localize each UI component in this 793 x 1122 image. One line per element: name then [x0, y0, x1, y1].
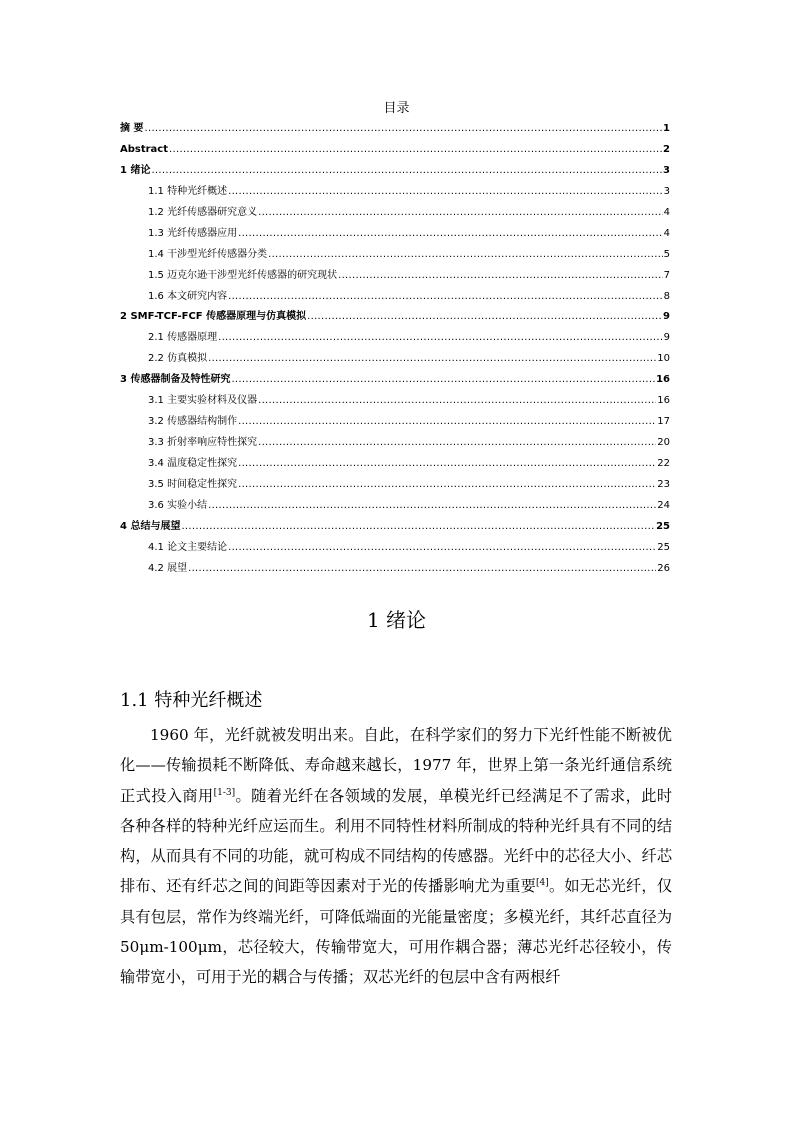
toc-entry-label: 2.2 仿真模拟 — [148, 353, 208, 365]
toc-entry-page: 16 — [656, 374, 670, 386]
toc-leader-dots — [231, 370, 655, 391]
toc-entry-page: 9 — [663, 311, 670, 323]
toc-entry-page: 17 — [657, 416, 670, 428]
toc-entry-page: 4 — [663, 227, 670, 239]
toc-leader-dots — [208, 349, 656, 370]
toc-entry-page: 1 — [663, 123, 670, 134]
toc-leader-dots — [208, 496, 656, 517]
toc-entry[interactable] — [120, 433, 670, 454]
toc-entry[interactable] — [120, 559, 670, 580]
toc-entry[interactable] — [120, 287, 670, 308]
body-paragraph — [120, 720, 672, 993]
toc-leader-dots — [238, 224, 663, 245]
toc-leader-dots — [307, 307, 662, 328]
toc-entry-label: 4.2 展望 — [148, 562, 188, 574]
toc-entry-page: 10 — [657, 353, 670, 365]
toc-leader-dots — [238, 475, 656, 496]
toc-entry-label: 3.5 时间稳定性探究 — [148, 478, 238, 490]
toc-entry-page: 4 — [663, 206, 670, 218]
toc-title: 目录 — [383, 101, 410, 116]
toc-entry[interactable] — [120, 412, 670, 433]
toc-entry-page: 8 — [663, 290, 670, 302]
toc-entry-label: Abstract — [120, 143, 169, 155]
toc-entry[interactable] — [120, 266, 670, 287]
toc-entry-label: 3.4 温度稳定性探究 — [148, 458, 238, 469]
toc-leader-dots — [338, 266, 663, 287]
toc-entry-label: 摘 要 — [120, 123, 144, 134]
citation-ref[interactable]: [4] — [536, 878, 549, 889]
toc-entry-label: 4.1 论文主要结论 — [148, 541, 228, 553]
toc-entry-label: 1.3 光纤传感器应用 — [148, 227, 238, 239]
paragraph-text-2: 。随着光纤在各领域的发展，单模光纤已经满足不了需求，此时各种各样的特种光纤应运而生。利用不同特性材料所制成的特种光纤具有不同的结构，从而具有不同的功能，就可构成不同结构的传感器。光纤中的芯径大小、纤芯排布、还有纤芯之间的间距等因素对于光的传播影响尤为重要 — [120, 786, 673, 896]
toc-leader-dots — [228, 182, 663, 203]
paragraph-text-3: 。如无芯光纤，仅具有包层，常作为终端光纤，可降低端面的光能量密度；多模光纤，其纤芯直径为 50μm-100μm，芯径较大，传输带宽大，可用作耦合器；薄芯光纤芯径较小，传输带宽小，可用于光的耦合与传播；双芯光纤的包层中含有两根纤 — [120, 877, 673, 987]
toc-leader-dots — [218, 328, 663, 349]
toc-entry[interactable] — [120, 161, 670, 182]
toc-entry-label: 1 绪论 — [120, 164, 151, 176]
toc-entry[interactable] — [120, 182, 670, 203]
toc-entry-label: 4 总结与展望 — [120, 520, 181, 532]
toc-entry[interactable] — [120, 517, 670, 538]
toc-entry-page: 25 — [657, 541, 670, 553]
toc-leader-dots — [169, 140, 662, 161]
toc-entry-page: 20 — [657, 437, 670, 449]
toc-entry-label: 1.1 特种光纤概述 — [148, 185, 228, 197]
paragraph-text-1: 1960 年，光纤就被发明出来。自此，在科学家们的努力下光纤性能不断被优化——传输损耗不断降低、寿命越来越长，1977 年，世界上第一条光纤通信系统正式投入商用 — [120, 726, 672, 805]
toc-entry-page: 7 — [663, 269, 670, 281]
chapter-title: 1 绪论 — [366, 608, 427, 632]
toc-leader-dots — [258, 203, 663, 224]
toc-entry[interactable] — [120, 328, 670, 349]
toc-entry[interactable] — [120, 119, 670, 140]
toc-entry-page: 3 — [663, 185, 670, 197]
toc-entry-page: 2 — [663, 143, 670, 155]
toc-leader-dots — [258, 391, 656, 412]
toc-leader-dots — [144, 119, 662, 140]
toc-leader-dots — [181, 517, 655, 538]
toc-leader-dots — [228, 287, 663, 308]
toc-entry-label: 1.5 迈克尔逊干涉型光纤传感器的研究现状 — [148, 269, 338, 281]
toc-entry[interactable] — [120, 349, 670, 370]
section-title: 1.1 特种光纤概述 — [120, 690, 263, 711]
toc-entry[interactable] — [120, 538, 670, 559]
toc-entry-label: 1.2 光纤传感器研究意义 — [148, 206, 258, 218]
toc-entry-page: 25 — [656, 520, 670, 532]
toc-entry-page: 9 — [663, 332, 670, 344]
toc-entry-label: 2 SMF-TCF-FCF 传感器原理与仿真模拟 — [120, 311, 307, 323]
toc-entry-label: 2.1 传感器原理 — [148, 332, 218, 344]
toc-entry-page: 26 — [657, 562, 670, 574]
toc-entry-page: 22 — [657, 458, 670, 469]
toc-entry[interactable] — [120, 140, 670, 161]
toc-leader-dots — [151, 161, 662, 182]
toc-entry-label: 1.4 干涉型光纤传感器分类 — [148, 248, 268, 260]
table-of-contents — [120, 119, 670, 580]
toc-entry[interactable] — [120, 475, 670, 496]
toc-leader-dots — [228, 538, 656, 559]
toc-entry-label: 3.6 实验小结 — [148, 499, 208, 511]
toc-entry-page: 24 — [657, 499, 670, 511]
citation-ref[interactable]: [1-3] — [213, 787, 236, 798]
toc-entry[interactable] — [120, 224, 670, 245]
toc-entry-label: 3.3 折射率响应特性探究 — [148, 437, 258, 449]
toc-entry[interactable] — [120, 203, 670, 224]
toc-leader-dots — [188, 559, 656, 580]
toc-entry[interactable] — [120, 245, 670, 266]
toc-entry[interactable] — [120, 496, 670, 517]
toc-entry-page: 23 — [657, 478, 670, 490]
toc-leader-dots — [238, 454, 656, 475]
toc-entry-label: 3.1 主要实验材料及仪器 — [148, 395, 258, 407]
toc-entry-label: 3 传感器制备及特性研究 — [120, 374, 231, 386]
toc-entry-page: 16 — [657, 395, 670, 407]
toc-entry-page: 3 — [663, 164, 670, 176]
toc-entry-label: 3.2 传感器结构制作 — [148, 416, 238, 428]
toc-entry[interactable] — [120, 307, 670, 328]
toc-leader-dots — [268, 245, 663, 266]
toc-entry-page: 5 — [663, 248, 670, 260]
toc-entry[interactable] — [120, 454, 670, 475]
toc-entry[interactable] — [120, 391, 670, 412]
toc-leader-dots — [238, 412, 656, 433]
toc-entry[interactable] — [120, 370, 670, 391]
toc-leader-dots — [258, 433, 656, 454]
toc-entry-label: 1.6 本文研究内容 — [148, 290, 228, 302]
